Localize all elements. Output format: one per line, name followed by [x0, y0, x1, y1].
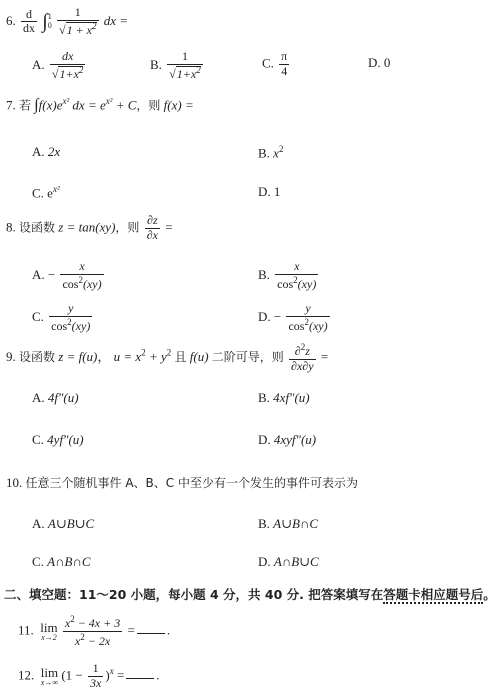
- option-10a[interactable]: A. A∪B∪C: [32, 516, 95, 531]
- option-9b[interactable]: B. 4xf″(u): [258, 390, 310, 405]
- question-8: 8. 设函数 z = tan(xy)，则 $\frac{\partial z}{\partial x}$ =: [6, 213, 173, 242]
- question-11: 11. lim x→2 $\frac{x^2 - 4x + 3}{x^2 - 2x}$ = .: [18, 614, 171, 648]
- integrand: $\frac{1}{√1 + x^2}$: [58, 5, 97, 37]
- answer-blank[interactable]: [126, 667, 154, 679]
- section-heading: 二、填空题：11～20 小题，每小题 4 分，共 40 分. 把答案填写在答题卡相应题号后。: [4, 587, 496, 602]
- option-9d[interactable]: D. 4xyf″(u): [258, 432, 317, 447]
- option-10d[interactable]: D. A∩B∪C: [258, 554, 319, 569]
- integral-sign: ∫: [34, 96, 39, 114]
- question-10: 10. 任意三个随机事件 A、B、C 中至少有一个发生的事件可表示为: [6, 475, 358, 490]
- integral-sign: ∫: [42, 10, 48, 33]
- option-7d[interactable]: D. 1: [258, 184, 281, 199]
- option-7c[interactable]: C. $e^{x^2}$: [32, 184, 60, 201]
- option-7a[interactable]: A. 2x: [32, 144, 61, 159]
- derivative-operator: $\frac{d}{dx}$: [23, 6, 35, 36]
- question-number: 6.: [6, 12, 16, 28]
- option-7b[interactable]: B. $x^2$: [258, 144, 284, 161]
- option-10b[interactable]: B. A∪B∩C: [258, 516, 319, 531]
- question-12: 12. lim x→∞ (1 − $\frac{1}{3x}$ )$^x$ = .: [18, 661, 160, 690]
- option-6c[interactable]: C. $\frac{\pi}{4}$: [262, 49, 288, 78]
- option-6b[interactable]: B. $\frac{1}{√1+x^2}$: [150, 49, 201, 81]
- option-6a[interactable]: A. $\frac{dx}{√1+x^2}$: [32, 49, 84, 81]
- question-7: 7. 若 $\int f(x)e^{x^2}$ dx = $e^{x^2} + C$，则 f(x) =: [6, 96, 194, 114]
- option-8d[interactable]: D. − $\frac{y}{\cos^2(xy)}$: [258, 301, 328, 333]
- option-8c[interactable]: C. $\frac{y}{\cos^2(xy)}$: [32, 301, 91, 333]
- question-6: 6. $\frac{d}{dx}$ ∫ 1 0 $\frac{1}{√1 + x^2}$ dx =: [6, 5, 129, 37]
- answer-blank[interactable]: [137, 622, 165, 634]
- option-9a[interactable]: A. 4f″(u): [32, 390, 79, 405]
- option-8b[interactable]: B. $\frac{x}{\cos^2(xy)}$: [258, 259, 317, 291]
- option-9c[interactable]: C. 4yf″(u): [32, 432, 84, 447]
- option-6d[interactable]: D. 0: [368, 55, 391, 70]
- option-10c[interactable]: C. A∩B∩C: [32, 554, 91, 569]
- question-9: 9. 设函数 z = f(u)， $u = x^2 + y^2$ 且 f(u) 二阶可导，则 $\frac{\partial^2z}{\partial x\partial y}$ =: [6, 342, 329, 373]
- option-8a[interactable]: A. − $\frac{x}{\cos^2(xy)}$: [32, 259, 102, 291]
